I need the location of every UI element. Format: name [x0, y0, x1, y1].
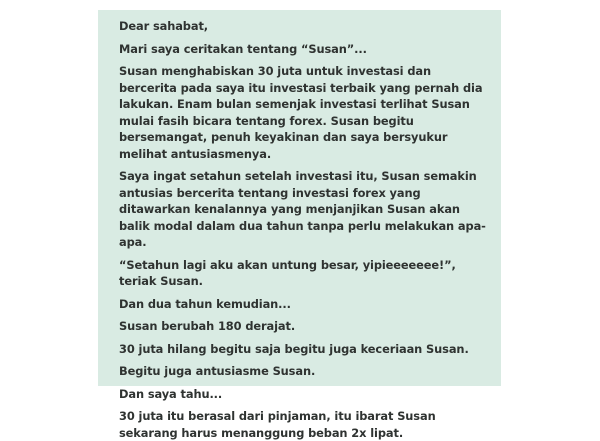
intro-line: Mari saya ceritakan tentang “Susan”... — [119, 41, 367, 56]
greeting: Dear sahabat, — [119, 19, 209, 33]
paragraph: Begitu juga antusiasme Susan. — [119, 364, 316, 378]
letter-card — [98, 10, 501, 440]
paragraph: Susan berubah 180 derajat. — [119, 319, 296, 333]
paragraph: Saya ingat setahun setelah investasi itu, Susan semakin antusias bercerita tentang investasi forex yang ditawarkan kenalannya yang menjanjikan Susan akan balik modal dalam dua tahun tanpa perlu melakukan apa-apa. — [119, 169, 486, 249]
quote-line: “Setahun lagi aku akan untung besar, yipieeeeeee!”, teriak Susan. — [119, 257, 456, 288]
paragraph: Dan dua tahun kemudian... — [119, 296, 291, 311]
paragraph: 30 juta hilang begitu saja begitu juga keceriaan Susan. — [119, 341, 469, 356]
closing-paragraph: 30 juta itu berasal dari pinjaman, itu ibarat Susan sekarang harus menanggung beban 2x lipat. — [119, 409, 436, 440]
paragraph: Dan saya tahu... — [119, 386, 223, 401]
paragraph: Susan menghabiskan 30 juta untuk investasi dan bercerita pada saya itu investasi terbaik yang pernah dia lakukan. Enam bulan semenjak investasi terlihat Susan mulai fasih bicara tentang forex. Susan begitu bersemangat, penuh keyakinan dan saya bersyukur melihat antusiasmenya. — [119, 64, 483, 161]
